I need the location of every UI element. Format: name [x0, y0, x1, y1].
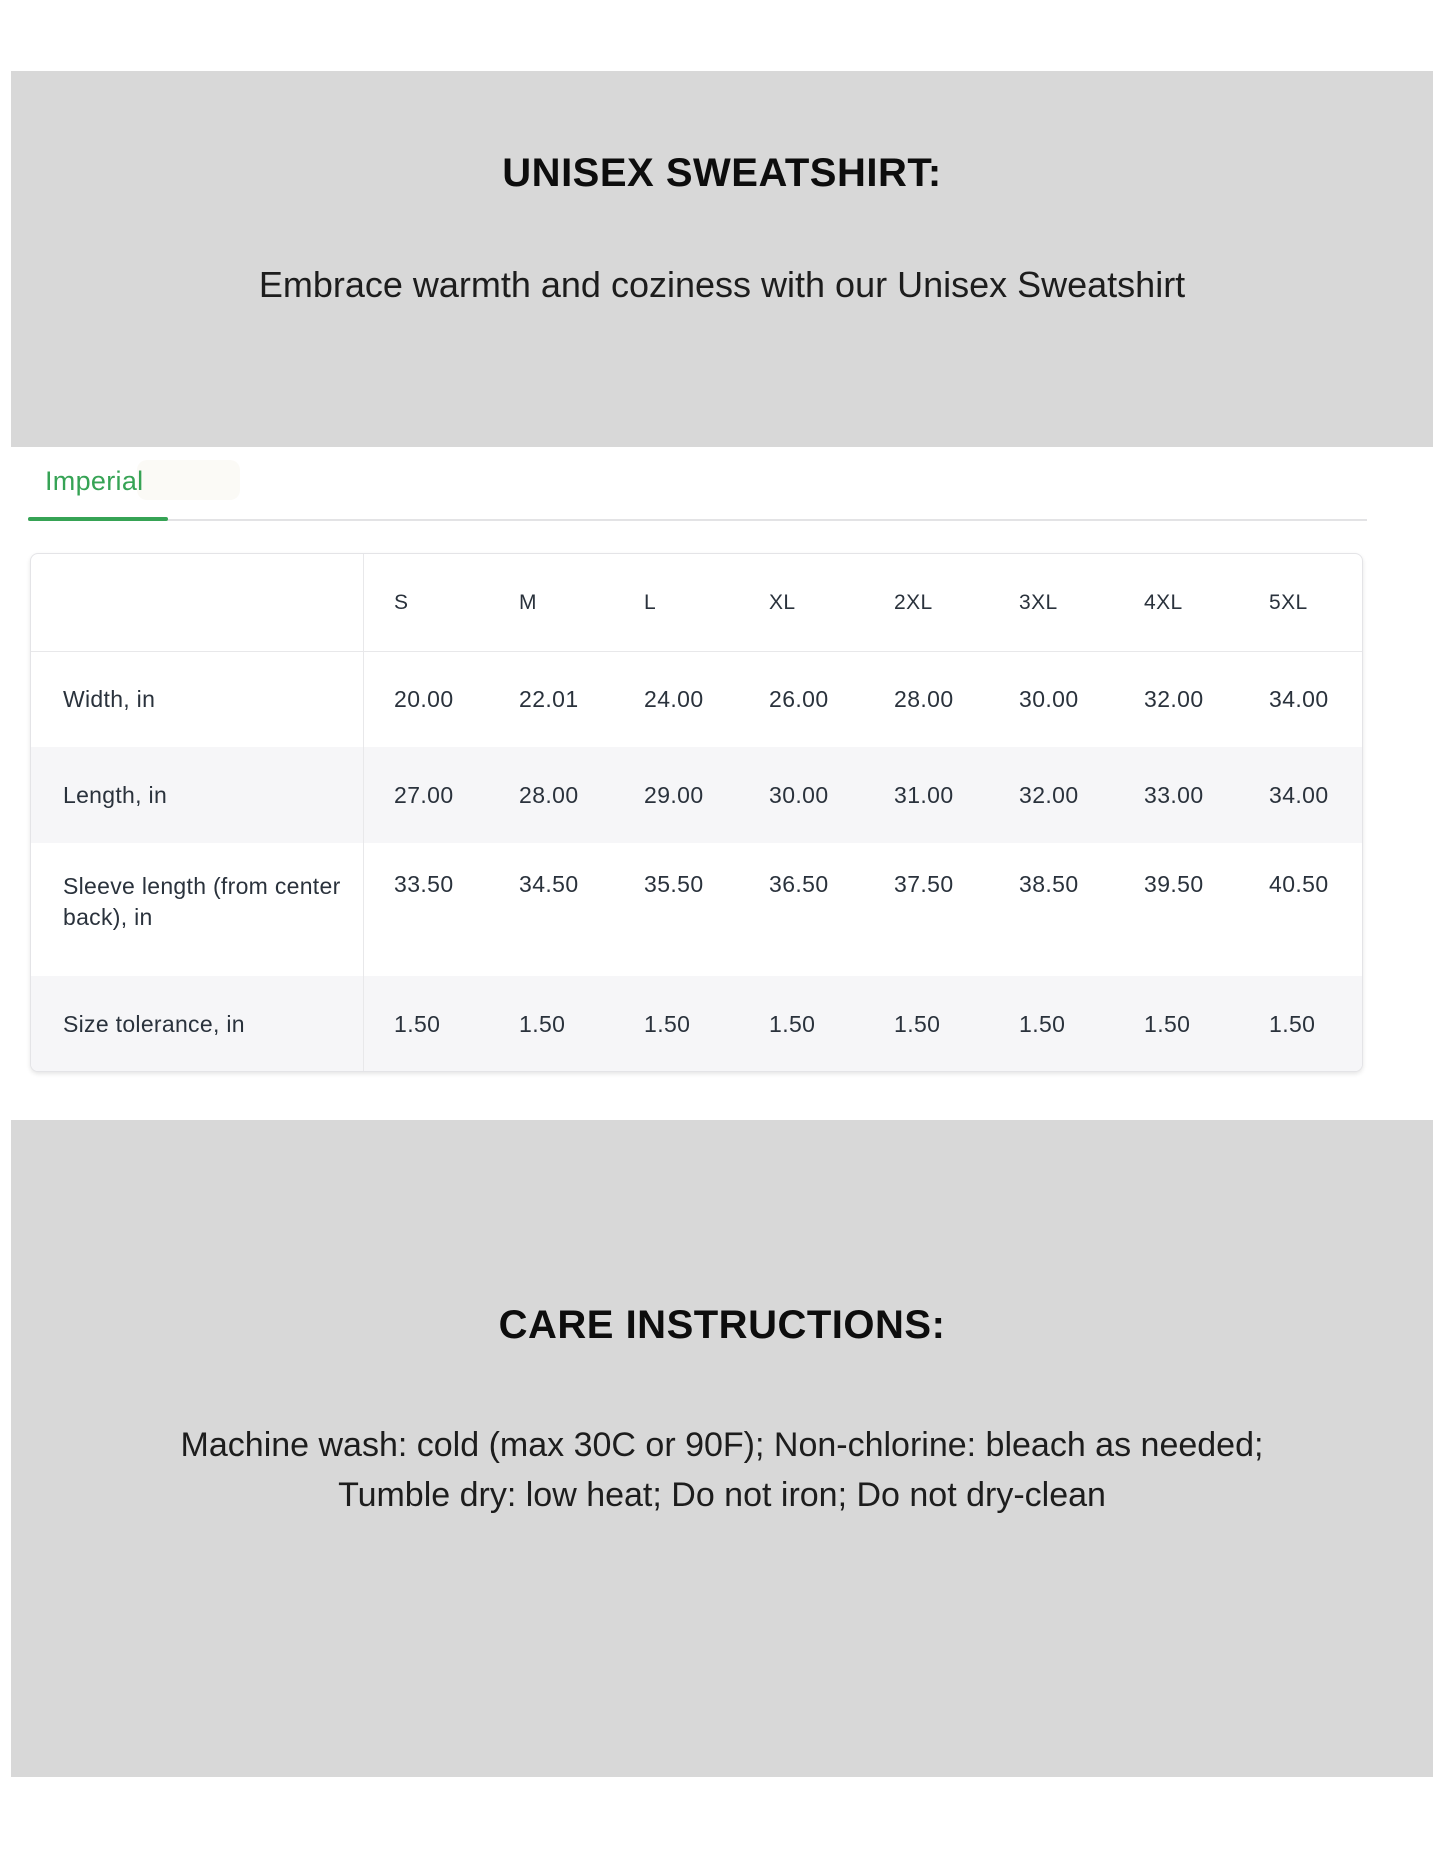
size-value-cell: 33.00 [1144, 781, 1204, 808]
size-value-cell: 1.50 [1144, 1010, 1191, 1037]
size-row-label: Size tolerance, in [31, 976, 364, 1072]
size-table-row [31, 843, 1362, 976]
size-column-header: 3XL [1019, 590, 1058, 614]
tabbar-divider [28, 519, 1367, 521]
size-row-label: Sleeve length (from center back), in [31, 843, 364, 976]
size-value-cell: 36.50 [769, 871, 829, 897]
size-row-label: Width, in [31, 652, 364, 747]
size-value-cell: 39.50 [1144, 871, 1204, 897]
size-value-cell: 34.00 [1269, 686, 1329, 712]
size-value-cell: 20.00 [394, 686, 454, 712]
care-instructions-panel [11, 1120, 1433, 1777]
product-title: UNISEX SWEATSHIRT: [502, 151, 942, 195]
size-column-header: 5XL [1269, 590, 1308, 614]
size-value-cell: 32.00 [1144, 686, 1204, 712]
size-column-header: 4XL [1144, 590, 1183, 614]
size-value-cell: 1.50 [894, 1010, 941, 1037]
care-instructions-text: Machine wash: cold (max 30C or 90F); Non-chlorine: bleach as needed; Tumble dry: low heat; Do not iron; Do not dry-clean [180, 1426, 1264, 1514]
size-value-cell: 28.00 [519, 781, 579, 808]
size-value-cell: 31.00 [894, 781, 954, 808]
size-value-cell: 33.50 [394, 871, 454, 897]
size-column-header: 2XL [894, 590, 933, 614]
size-value-cell: 1.50 [394, 1010, 441, 1037]
size-row-label: Length, in [31, 747, 364, 843]
size-value-cell: 26.00 [769, 686, 829, 712]
size-value-cell: 38.50 [1019, 871, 1079, 897]
size-table-header-row [31, 554, 1362, 652]
size-value-cell: 32.00 [1019, 781, 1079, 808]
size-table-row [31, 652, 1362, 747]
size-value-cell: 30.00 [769, 781, 829, 808]
size-value-cell: 37.50 [894, 871, 954, 897]
size-value-cell: 27.00 [394, 781, 454, 808]
size-value-cell: 1.50 [1269, 1010, 1316, 1037]
size-value-cell: 34.50 [519, 871, 579, 897]
size-table-body [31, 652, 1362, 1072]
size-table-row [31, 976, 1362, 1072]
size-value-cell: 1.50 [519, 1010, 566, 1037]
size-value-cell: 34.00 [1269, 781, 1329, 808]
size-table-corner-cell [31, 554, 364, 651]
size-column-header: M [519, 590, 537, 614]
size-table-row [31, 747, 1362, 843]
size-value-cell: 22.01 [519, 686, 579, 712]
size-value-cell: 1.50 [1019, 1010, 1066, 1037]
size-value-cell: 29.00 [644, 781, 704, 808]
size-chart-table [30, 553, 1363, 1072]
size-value-cell: 1.50 [644, 1010, 691, 1037]
size-column-header: S [394, 590, 409, 614]
care-instructions-title: CARE INSTRUCTIONS: [498, 1303, 946, 1347]
size-value-cell: 28.00 [894, 686, 954, 712]
size-column-header: L [644, 590, 657, 614]
size-value-cell: 1.50 [769, 1010, 816, 1037]
size-value-cell: 30.00 [1019, 686, 1079, 712]
hidden-tab-placeholder [137, 460, 240, 500]
size-value-cell: 35.50 [644, 871, 704, 897]
active-tab-underline [28, 517, 168, 521]
product-subtitle: Embrace warmth and coziness with our Unisex Sweatshirt [258, 264, 1186, 305]
size-value-cell: 40.50 [1269, 871, 1329, 897]
size-column-header: XL [769, 590, 796, 614]
tab-imperial[interactable]: Imperial [45, 466, 144, 496]
size-value-cell: 24.00 [644, 686, 704, 712]
product-header-panel [11, 71, 1433, 447]
